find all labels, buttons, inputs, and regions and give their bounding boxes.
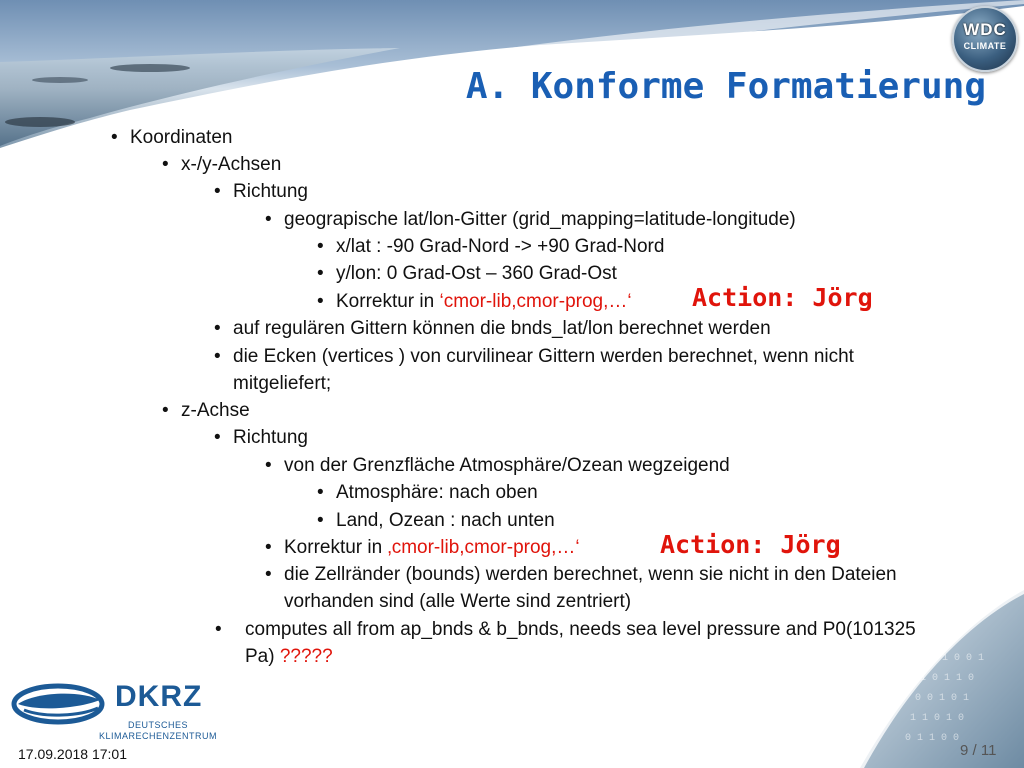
bullet-level5: • Land, Ozean : nach unten bbox=[317, 510, 555, 531]
slide-title: A. Konforme Formatierung bbox=[465, 66, 986, 107]
bullet-level4: • Korrektur in ‚cmor-lib,cmor-prog,…‘ bbox=[265, 537, 580, 558]
svg-text:1 1 0 1 0: 1 1 0 1 0 bbox=[910, 713, 965, 724]
footer-date: 17.09.2018 17:01 bbox=[18, 746, 127, 762]
bullet-level2: • x-/y-Achsen bbox=[162, 154, 282, 175]
bullet-level5: • Korrektur in ‘cmor-lib,cmor-prog,…‘ bbox=[317, 291, 632, 312]
page-number: 9 / 11 bbox=[960, 742, 997, 759]
wdc-climate-logo: WDC CLIMATE bbox=[952, 6, 1018, 72]
bullet-level4: • von der Grenzfläche Atmosphäre/Ozean wegzeigend bbox=[265, 455, 730, 476]
bullet-level5: • y/lon: 0 Grad-Ost – 360 Grad-Ost bbox=[317, 263, 617, 284]
bullet-level4: • geograpische lat/lon-Gitter (grid_mapping=latitude-longitude) bbox=[265, 209, 796, 230]
bullet-level3: • die Ecken (vertices ) von curvilinear Gittern werden berechnet, wenn nicht mitgeliefert; bbox=[214, 346, 854, 394]
bullet-level3: • Richtung bbox=[214, 427, 308, 448]
svg-text:0 1 1 0 0: 0 1 1 0 0 bbox=[905, 733, 960, 744]
bullet-level1: • Koordinaten bbox=[111, 127, 233, 148]
action-annotation: Action: Jörg bbox=[692, 283, 873, 312]
bullet-level5: • x/lat : -90 Grad-Nord -> +90 Grad-Nord bbox=[317, 236, 665, 257]
bullet-level5: • Atmosphäre: nach oben bbox=[317, 482, 538, 503]
bottom-decoration bbox=[820, 580, 1024, 768]
bullet-level3: • Richtung bbox=[214, 181, 308, 202]
svg-text:1 0 1 1 0: 1 0 1 1 0 bbox=[920, 673, 975, 684]
svg-text:0 1 0 0 1: 0 1 0 0 1 bbox=[930, 653, 985, 664]
bullet-level3: • computes all from ap_bnds & b_bnds, needs sea level pressure and P0(101325 Pa) ????? bbox=[215, 619, 916, 667]
bullet-level4: • die Zellränder (bounds) werden berechnet, wenn sie nicht in den Dateien vorhanden sind (alle Werte sind zentriert) bbox=[265, 564, 897, 612]
bullet-level3: • auf regulären Gittern können die bnds_lat/lon berechnet werden bbox=[214, 318, 771, 339]
bullet-level2: • z-Achse bbox=[162, 400, 250, 421]
action-annotation: Action: Jörg bbox=[660, 530, 841, 559]
svg-text:0 0 1 0 1: 0 0 1 0 1 bbox=[915, 693, 970, 704]
